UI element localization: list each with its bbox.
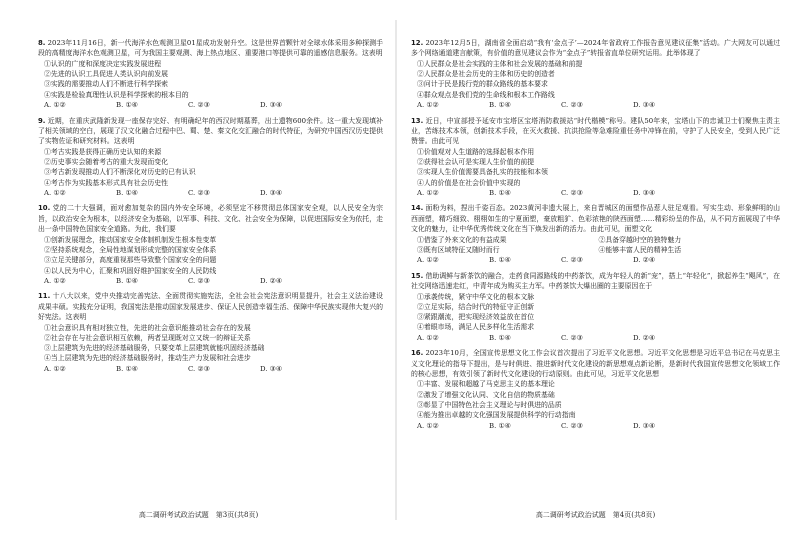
option-grid — [411, 235, 780, 256]
answer-choice[interactable]: D. ③④ — [260, 364, 283, 373]
right-page — [397, 0, 794, 536]
answer-choice[interactable]: B. ①④ — [116, 188, 138, 197]
option-statement: ②坚持系统观念，全局性地谋划形成完整的国家安全体系 — [44, 245, 217, 254]
answer-choice[interactable]: D. ③④ — [633, 188, 656, 197]
left-questions — [38, 38, 383, 374]
answer-choice[interactable]: D. ③④ — [260, 188, 283, 197]
answer-choice[interactable]: C. ②③ — [561, 333, 583, 342]
option-statement: ③立足关键部分，高度重视那些导致整个国家安全的问题 — [44, 256, 217, 265]
answer-choice[interactable]: D. ②④ — [260, 276, 283, 285]
question-text: 党的二十大强调，面对愈加复杂的国内外安全环境，必须坚定不移贯彻总体国家安全观，以人民安全为宗旨，以政治安全为根本，以经济安全为基础，以军事、科技、文化、社会安全为保障，以促进国际安全为依托，走出一条中国特色国家安全道路。为此，我们要 — [38, 204, 383, 234]
answer-choice[interactable]: A. ①② — [417, 333, 439, 342]
answer-choice[interactable]: A. ①② — [44, 188, 66, 197]
question-15 — [411, 271, 780, 344]
answer-choice[interactable]: A. ①② — [417, 256, 439, 265]
option-statement: ②社会存在与社会意识相互依赖，两者呈现既对立又统一的辩证关系 — [44, 333, 251, 342]
answer-choice[interactable]: B. ①④ — [489, 421, 511, 430]
answer-choice[interactable]: C. ②③ — [561, 421, 583, 430]
question-16 — [411, 348, 780, 431]
question-stem — [411, 348, 780, 379]
option-statement: ①承袭传统，紧守中华文化的根本文脉 — [417, 292, 535, 301]
answer-choice[interactable]: B. ①④ — [116, 364, 138, 373]
answer-choices — [38, 100, 383, 111]
answer-choices — [411, 255, 780, 266]
option-statement: ③考古新发现推动人们不断深化对历史的已有认识 — [44, 168, 196, 177]
answer-choice[interactable]: D. ②④ — [633, 256, 656, 265]
option-statement: ④人的价值是在社会价值中实现的 — [417, 178, 521, 187]
answer-choice[interactable]: B. ①④ — [116, 101, 138, 109]
question-stem — [411, 116, 780, 147]
answer-choice[interactable]: B. ①④ — [116, 276, 138, 285]
option-statement: ②先进的认识工具促进人类认识向前发展 — [44, 70, 169, 79]
option-statement: ③既有区域特征又随时而行 — [417, 245, 500, 254]
answer-choices — [38, 276, 383, 287]
question-text: 2023年10月，全国宣传思想文化工作会议首次提出了习近平文化思想。习近平文化思想是习近平总书记在马克思主义文化理论的指导下提出，是与时俱进、推进新时代文化建设的新思想观点新论断，是新时代我国宣传思想文化领域工作的核心思想，有效引领了新时代文化建设的行动原则。由此可见，习近平文化思想 — [411, 349, 780, 379]
option-statement: ④着眼市场，满足人民多样化生活需求 — [417, 323, 535, 332]
answer-choice[interactable]: A. ①② — [44, 276, 66, 285]
answer-choice[interactable]: C. ②③ — [561, 101, 583, 109]
option-statement: ②人民群众是社会历史的主体和历史的创造者 — [417, 70, 555, 79]
answer-choices — [411, 100, 780, 111]
answer-choices — [38, 364, 383, 375]
question-text: 近日，中宣部授予延安市宝塔区宝塔消防救援站“时代楷模”称号。建队50年来，宝塔山下的忠诚卫士们聚焦主责主业，苦练技术本领，创新技术手段，在灭火救援、抗洪抢险等急难险重任务中冲锋在前，守护了人民安全，受到人民广泛赞誉。由此可见 — [411, 116, 780, 146]
question-stem — [38, 291, 383, 322]
option-statement: ①丰富、发展和超越了马克思主义的基本理论 — [417, 380, 555, 389]
answer-choice[interactable]: B. ①④ — [489, 256, 511, 265]
option-statement: ③上层建筑为先进的经济基础服务，只要变革上层建筑就能巩固经济基础 — [44, 344, 265, 353]
option-statement: ①考古实践是获得正确历史认知的来源 — [44, 147, 162, 156]
question-number: 8. — [38, 39, 46, 47]
option-statement: ④群众观点是我们党的生命线和根本工作路线 — [417, 90, 555, 99]
question-text: 2023年11月16日，新一代海洋水色观测卫星01星成功发射升空。这是世界首颗针对全球水体采用多种探测手段的高精度海洋水色观测卫星，可为我国主要观测、海上热点地区、重要港口等提供可靠的遥感信息服务。这表明 — [38, 39, 383, 58]
option-statement: ④当上层建筑为先进的经济基础服务时，推动生产力发展和社会进步 — [44, 354, 251, 363]
option-statement: ①人民群众是社会实践的主体和社会发展的基础和前提 — [417, 59, 583, 68]
answer-choice[interactable]: D. ②④ — [633, 333, 656, 342]
question-stem — [38, 38, 383, 59]
answer-choice[interactable]: C. ②③ — [561, 256, 583, 265]
answer-choice[interactable]: C. ②③ — [561, 188, 583, 197]
question-8 — [38, 38, 383, 111]
question-stem — [411, 271, 780, 292]
answer-choices — [411, 421, 780, 432]
answer-choice[interactable]: D. ③④ — [633, 101, 656, 109]
option-statement: ③实现人生价值需要具备扎实的技能和本领 — [417, 168, 548, 177]
question-number: 14. — [411, 204, 424, 213]
answer-choices — [411, 188, 780, 199]
question-number: 15. — [411, 271, 424, 280]
question-12 — [411, 38, 780, 111]
answer-choice[interactable]: B. ①④ — [489, 188, 511, 197]
option-statement: ③彰显了中国特色社会主义理论与时俱进的品质 — [417, 401, 562, 410]
option-statement: ③实践的需要推动人们不断进行科学探索 — [44, 80, 169, 89]
right-footer: 高二调研考试政治试题 第4页(共8页) — [535, 511, 656, 519]
answer-choice[interactable]: C. ②③ — [188, 101, 210, 109]
answer-choice[interactable]: D. ③④ — [260, 101, 283, 109]
question-stem — [411, 38, 780, 59]
option-statement: ④能够丰富人民的精神生活 — [598, 245, 682, 254]
option-statement: ①借鉴了外来文化的有益成果 — [417, 235, 507, 244]
option-statement: ④实践是检验真理性认识是科学探索的根本目的 — [44, 90, 189, 99]
option-statement: ④以人民为中心，汇聚和巩固好维护国家安全的人民防线 — [44, 266, 217, 275]
right-questions — [411, 38, 780, 431]
question-stem — [38, 203, 383, 234]
option-statement: ①社会意识具有相对独立性，先进的社会意识能推动社会存在的发展 — [44, 323, 251, 332]
question-14 — [411, 203, 780, 265]
answer-choice[interactable]: C. ②③ — [188, 276, 210, 285]
question-text: 近期，在重庆武隆新发现一座保存完好、有明确纪年的西汉时期墓葬，出土遗物600余件。这一重大发现填补了相关领域的空白，展现了汉文化融合过程中巴、蜀、楚、秦文化交汇融合的时代特征，为研究中国西汉历史提供了实物佐证和研究材料。这表明 — [38, 116, 383, 146]
question-number: 13. — [411, 116, 424, 125]
answer-choices — [411, 333, 780, 344]
question-number: 12. — [411, 39, 424, 47]
question-number: 10. — [38, 204, 51, 213]
question-text: 2023年12月5日，湖南省全面启动“我有‘金点子’—2024年省政府工作报告意见建议征集”活动。广大网友可以通过多个网络通道建言献策，有价值的意见建议会作为“金点子”转报省直单位研究运用。此举体现了 — [411, 39, 780, 58]
option-statement: ②具备穿越时空的独特魅力 — [598, 235, 682, 244]
question-10 — [38, 203, 383, 286]
question-number: 11. — [38, 292, 51, 301]
option-statement: ④考古作为实践基本形式具有社会历史性 — [44, 178, 169, 187]
answer-choice[interactable]: A. ①② — [44, 364, 66, 373]
answer-choice[interactable]: C. ②③ — [188, 364, 210, 373]
question-stem — [38, 116, 383, 147]
question-13 — [411, 116, 780, 199]
option-statement: ②立足实际，结合时代的特征守正创新 — [417, 302, 535, 311]
option-statement: ③问计于民是践行党的群众路线的基本要求 — [417, 80, 548, 89]
answer-choice[interactable]: B. ①④ — [489, 101, 511, 109]
option-statement: ①创新发展理念，推动国家安全体制机制发生根本性变革 — [44, 235, 217, 244]
option-statement: ③紧跟潮流，把实现经济效益放在首位 — [417, 313, 535, 322]
answer-choice[interactable]: A. ①② — [417, 421, 439, 430]
answer-choice[interactable]: A. ①② — [417, 101, 439, 109]
option-statement: ④能为推出卓越的文化强国发展提供科学的行动指南 — [417, 411, 576, 420]
question-number: 16. — [411, 349, 424, 358]
answer-choice[interactable]: A. ①② — [44, 101, 66, 109]
answer-choices — [38, 188, 383, 199]
answer-choice[interactable]: C. ②③ — [188, 188, 210, 197]
question-number: 9. — [38, 116, 46, 125]
option-statement: ②历史事实会随着考古的重大发现而变化 — [44, 158, 169, 167]
left-footer: 高二调研考试政治试题 第3页(共8页) — [138, 511, 259, 519]
option-statement: ②获得社会认可是实现人生价值的前提 — [417, 158, 535, 167]
answer-choice[interactable]: D. ③④ — [633, 421, 656, 430]
option-statement: ①认识的广度和深度决定实践发展进程 — [44, 59, 162, 68]
question-text: 十八大以来，党中央推动完善宪法、全面贯彻实施宪法，全社会社会宪法意识明显提升，社会主义法治建设成果丰硕。实践充分证明，我国宪法是推动国家发展进步、保证人民创造幸福生活、保障中华民族实现伟大复兴的好宪法。这表明 — [38, 292, 383, 322]
option-statement: ②激发了增强文化认同、文化自信的物质基础 — [417, 390, 555, 399]
question-text: 面粉为料，捏出千姿百态。2023黄河非遗大展上，来自晋城区的面塑作品惹人驻足观看。写实生动、形象鲜明的山西面塑，精巧细致、栩栩如生的宁夏面塑，豪放粗犷、色彩浓艳的陕西面塑……精彩纷呈的作品，从不同方面展现了中华文化的魅力，让中华优秀传统文化在当下焕发出新的活力。由此可见，面塑文化 — [411, 204, 780, 234]
question-11 — [38, 291, 383, 374]
answer-choice[interactable]: A. ①② — [417, 188, 439, 197]
option-statement: ①价值观对人生道路的选择起根本作用 — [417, 147, 535, 156]
question-text: 借助调鲜与新茶饮的融合，走药食同源路线的中药茶饮，成为年轻人的新“宠”，搭上“年轻化”，掀起养生“飓风”，在社交网络迅速走红，中青年成为购买主力军。中药茶饮大爆出圈的主要原因在于 — [411, 271, 780, 291]
answer-choice[interactable]: B. ①④ — [489, 333, 511, 342]
question-stem — [411, 203, 780, 234]
question-9 — [38, 116, 383, 199]
